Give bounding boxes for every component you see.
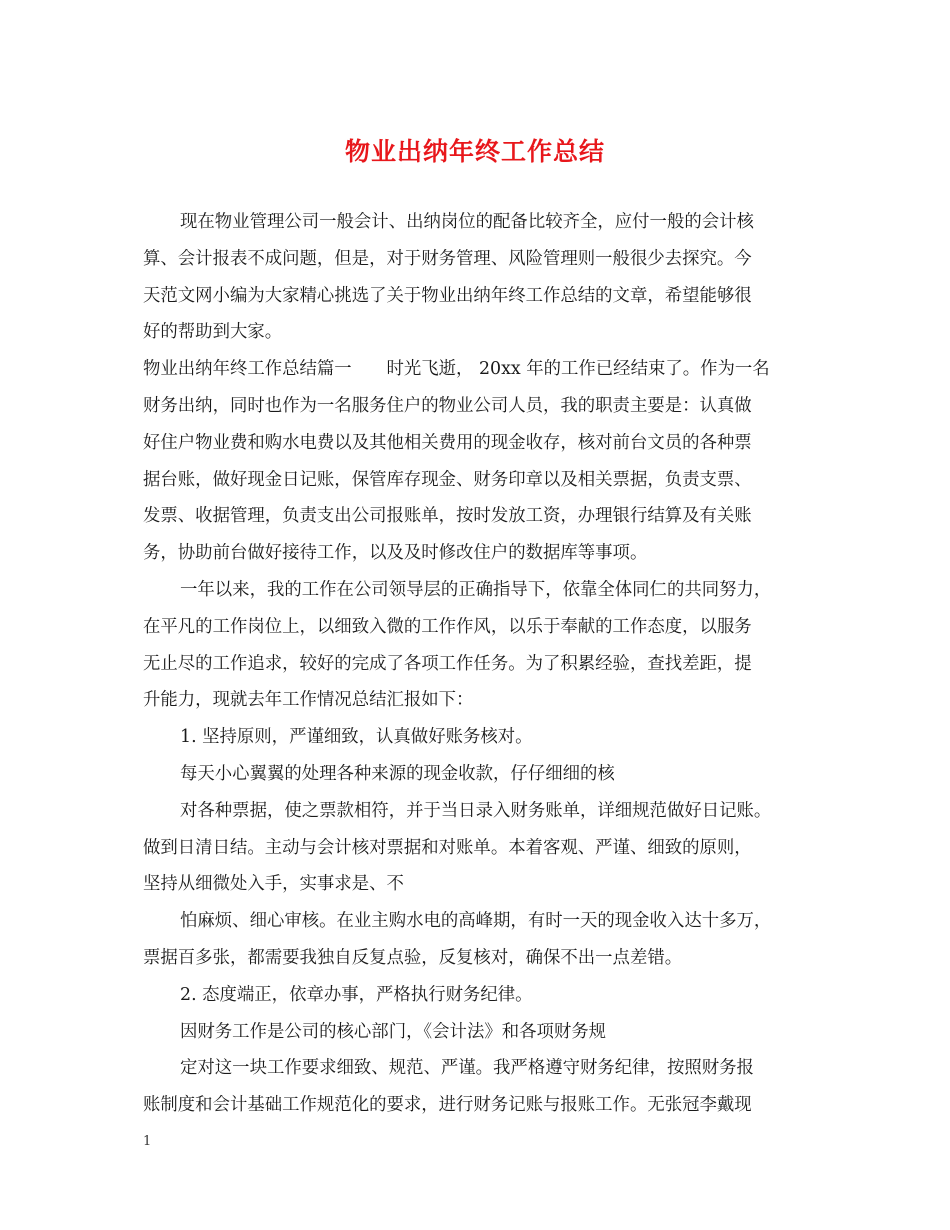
paragraph-line: 做到日清日结。主动与会计核对票据和对账单。本着客观、严谨、细致的原则， bbox=[143, 837, 752, 858]
paragraph-line: 物业出纳年终工作总结篇一 时光飞逝， 20xx 年的工作已经结束了。作为一名 bbox=[143, 359, 770, 380]
document-title: 物业出纳年终工作总结 bbox=[344, 137, 605, 166]
paragraph-line: 对各种票据，使之票款相符，并于当日录入财务账单，详细规范做好日记账。 bbox=[180, 800, 772, 821]
paragraph-line: 好的帮助到大家。 bbox=[143, 322, 283, 343]
paragraph-line: 发票、收据管理，负责支出公司报账单，按时发放工资，办理银行结算及有关账 bbox=[143, 506, 752, 527]
paragraph-line: 在平凡的工作岗位上，以细致入微的工作作风，以乐于奉献的工作态度，以服务 bbox=[143, 616, 752, 637]
paragraph-line: 定对这一块工作要求细致、规范、严谨。我严格遵守财务纪律，按照财务报 bbox=[180, 1058, 754, 1079]
paragraph-line: 怕麻烦、细心审核。在业主购水电的高峰期，有时一天的现金收入达十多万， bbox=[180, 911, 772, 932]
paragraph-line: 一年以来，我的工作在公司领导层的正确指导下，依靠全体同仁的共同努力， bbox=[180, 579, 772, 600]
document-body bbox=[143, 204, 811, 1124]
paragraph-line: 票据百多张，都需要我独自反复点验，反复核对，确保不出一点差错。 bbox=[143, 947, 683, 968]
paragraph-line: 账制度和会计基础工作规范化的要求，进行财务记账与报账工作。无张冠李戴现 bbox=[143, 1095, 752, 1116]
paragraph-line: 坚持从细微处入手，实事求是、不 bbox=[143, 874, 404, 895]
paragraph-line: 现在物业管理公司一般会计、出纳岗位的配备比较齐全，应付一般的会计核 bbox=[180, 212, 754, 232]
paragraph-line: 好住户物业费和购水电费以及其他相关费用的现金收存，核对前台文员的各种票 bbox=[143, 432, 752, 453]
paragraph-line: 据台账，做好现金日记账，保管库存现金、财务印章以及相关票据，负责支票、 bbox=[143, 469, 752, 490]
paragraph-line: 算、会计报表不成问题，但是，对于财务管理、风险管理则一般很少去探究。今 bbox=[143, 248, 752, 269]
paragraph-line: 天范文网小编为大家精心挑选了关于物业出纳年终工作总结的文章，希望能够很 bbox=[143, 285, 752, 306]
paragraph-line: 无止尽的工作追求，较好的完成了各项工作任务。为了积累经验，查找差距，提 bbox=[143, 653, 752, 674]
paragraph-line: 每天小心翼翼的处理各种来源的现金收款，仔仔细细的核 bbox=[180, 763, 615, 784]
paragraph-line: 因财务工作是公司的核心部门，《会计法》和各项财务规 bbox=[180, 1021, 607, 1042]
page-number: 1 bbox=[143, 1134, 152, 1149]
paragraph-line: 财务出纳，同时也作为一名服务住户的物业公司人员，我的职责主要是：认真做 bbox=[143, 395, 752, 416]
paragraph-line: 升能力，现就去年工作情况总结汇报如下： bbox=[143, 690, 474, 711]
paragraph-line: 2. 态度端正，依章办事，严格执行财务纪律。 bbox=[180, 984, 533, 1005]
paragraph-line: 1. 坚持原则，严谨细致，认真做好账务核对。 bbox=[180, 727, 533, 748]
paragraph-line: 务，协助前台做好接待工作，以及及时修改住户的数据库等事项。 bbox=[143, 543, 648, 564]
